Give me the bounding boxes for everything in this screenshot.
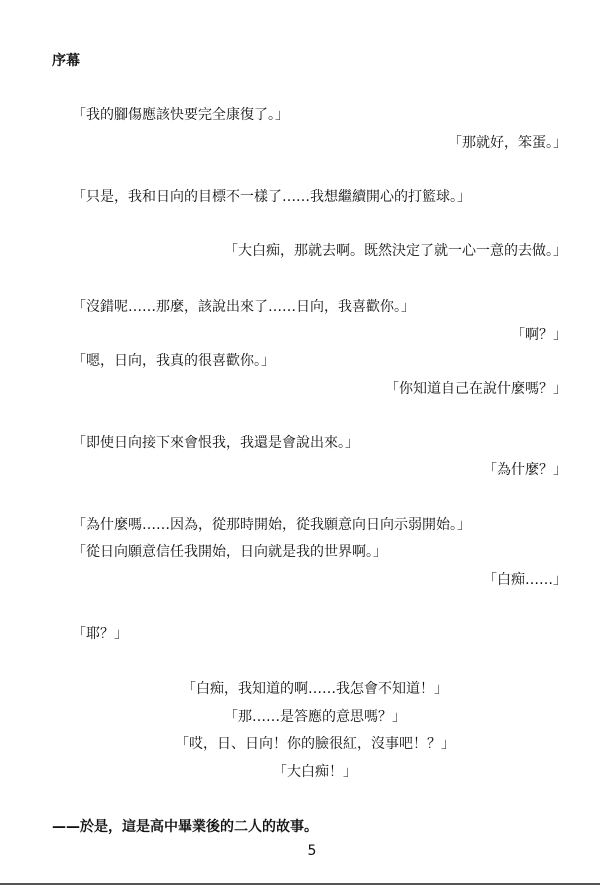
dialogue-line: 「我的腳傷應該快要完全康復了。」 bbox=[72, 107, 289, 123]
dialogue-line: 「為什麼？」 bbox=[483, 462, 567, 478]
dialogue-line: 「為什麼嗎……因為，從那時開始，從我願意向日向示弱開始。」 bbox=[72, 517, 471, 533]
dialogue-line: 「那就好，笨蛋。」 bbox=[448, 135, 567, 151]
dialogue-line: 「白痴，我知道的啊……我怎會不知道！」 bbox=[182, 681, 448, 697]
bottom-divider bbox=[0, 883, 600, 885]
dialogue-line: 「只是，我和日向的目標不一樣了……我想繼續開心的打籃球。」 bbox=[72, 189, 471, 205]
dialogue-line: 「即使日向接下來會恨我，我還是會說出來。」 bbox=[72, 435, 359, 451]
dialogue-line: 「嗯，日向，我真的很喜歡你。」 bbox=[72, 353, 275, 369]
dialogue-line: 「你知道自己在說什麼嗎？」 bbox=[385, 381, 567, 397]
dialogue-line: 「耶？」 bbox=[72, 626, 128, 642]
dialogue-line: 「啊？」 bbox=[511, 327, 567, 343]
dialogue-line: 「從日向願意信任我開始，日向就是我的世界啊。」 bbox=[72, 544, 387, 560]
dialogue-line: 「大白痴，那就去啊。既然決定了就一心一意的去做。」 bbox=[224, 243, 567, 259]
page-number: 5 bbox=[307, 843, 317, 859]
dialogue-line: 「沒錯呢……那麼，該說出來了……日向，我喜歡你。」 bbox=[72, 299, 415, 315]
chapter-title: 序幕 bbox=[52, 53, 80, 69]
dialogue-line: 「大白痴！」 bbox=[273, 764, 357, 780]
closing-line: ——於是，這是高中畢業後的二人的故事。 bbox=[52, 819, 318, 835]
dialogue-line: 「那……是答應的意思嗎？」 bbox=[224, 709, 406, 725]
dialogue-line: 「白痴……」 bbox=[483, 572, 567, 588]
dialogue-line: 「哎，日、日向！你的臉很紅，沒事吧！？」 bbox=[175, 736, 455, 752]
